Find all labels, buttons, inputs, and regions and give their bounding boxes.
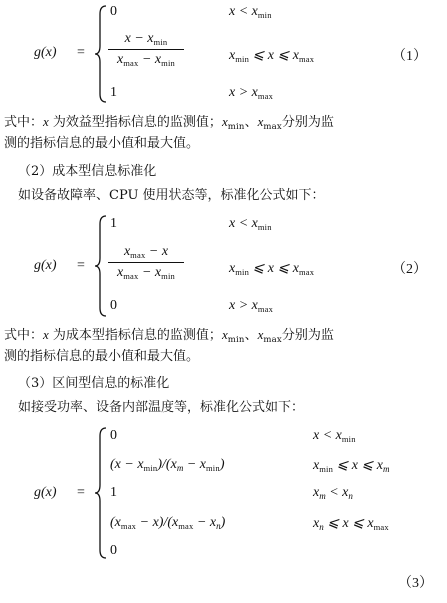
eq3-row3-value: 1 [110,485,117,500]
eq2-brace [94,214,108,318]
eq2-fraction: $x_{max} - x$ $x_{max} - x_{min}$ [108,244,184,281]
eq2-number: （2） [392,262,427,277]
eq3-row4-condition: $x_n$ ⩽ x ⩽ $x_{max}$ [313,516,389,532]
eq1-brace [94,4,108,104]
eq1-fraction: $x - x_{min}$ $x_{max} - x_{min}$ [108,31,184,68]
eq1-explanation-line1: 式中：x 为效益型指标信息的监测值；$x_{min}$、$x_{max}$分别为监 [4,114,334,132]
eq3-row4-value: $(x_{max} - x)/(x_{max} - x_n)$ [110,515,226,531]
eq2-case3-condition: $x > x_{max}$ [229,298,274,314]
eq1-equals: = [77,45,85,60]
eq1-case2-condition: $x_{min}$ ⩽ x ⩽ $x_{max}$ [229,48,315,64]
section-intro-interval-type: 如接受功率、设备内部温度等，标准化公式如下： [18,400,305,415]
eq2-case1-condition: $x < x_{min}$ [229,216,272,232]
eq3-row2-value: $(x - x_{min})/(x_m - x_{min})$ [110,457,225,473]
eq1-case1-condition: $x < x_{min}$ [229,4,272,20]
eq1-number: （1） [392,49,427,64]
eq2-equals: = [77,258,85,273]
eq1-lhs: g(x) [34,45,57,60]
eq3-row2-condition: $x_{min}$ ⩽ x ⩽ $x_m$ [313,458,390,474]
eq3-equals: = [77,485,85,500]
eq1-case3-value: 1 [110,85,117,100]
eq3-number: （3） [398,576,433,591]
eq2-explanation-line2: 测的指标信息的最小值和最大值。 [4,349,200,364]
section-intro-cost-type: 如设备故障率、CPU 使用状态等，标准化公式如下： [18,188,325,203]
eq1-case3-condition: $x > x_{max}$ [229,85,274,101]
eq3-row1-condition: $x < x_{min}$ [313,428,356,444]
eq2-case1-value: 1 [110,216,117,231]
section-heading-cost-type: （2）成本型信息标准化 [18,164,157,179]
eq2-case2-condition: $x_{min}$ ⩽ x ⩽ $x_{max}$ [229,261,315,277]
eq1-explanation-line2: 测的指标信息的最小值和最大值。 [4,136,200,151]
eq3-row3-condition: $x_m < x_n$ [313,485,353,501]
eq2-explanation-line1: 式中：x 为成本型指标信息的监测值；$x_{min}$、$x_{max}$分别为监 [4,327,334,345]
section-heading-interval-type: （3）区间型信息的标准化 [18,376,170,391]
eq2-case3-value: 0 [110,298,117,313]
eq3-brace [94,426,108,560]
eq1-case1-value: 0 [110,4,117,19]
eq3-lhs: g(x) [34,485,57,500]
eq3-row1-value: 0 [110,428,117,443]
eq3-row5-value: 0 [110,543,117,558]
eq2-lhs: g(x) [34,258,57,273]
